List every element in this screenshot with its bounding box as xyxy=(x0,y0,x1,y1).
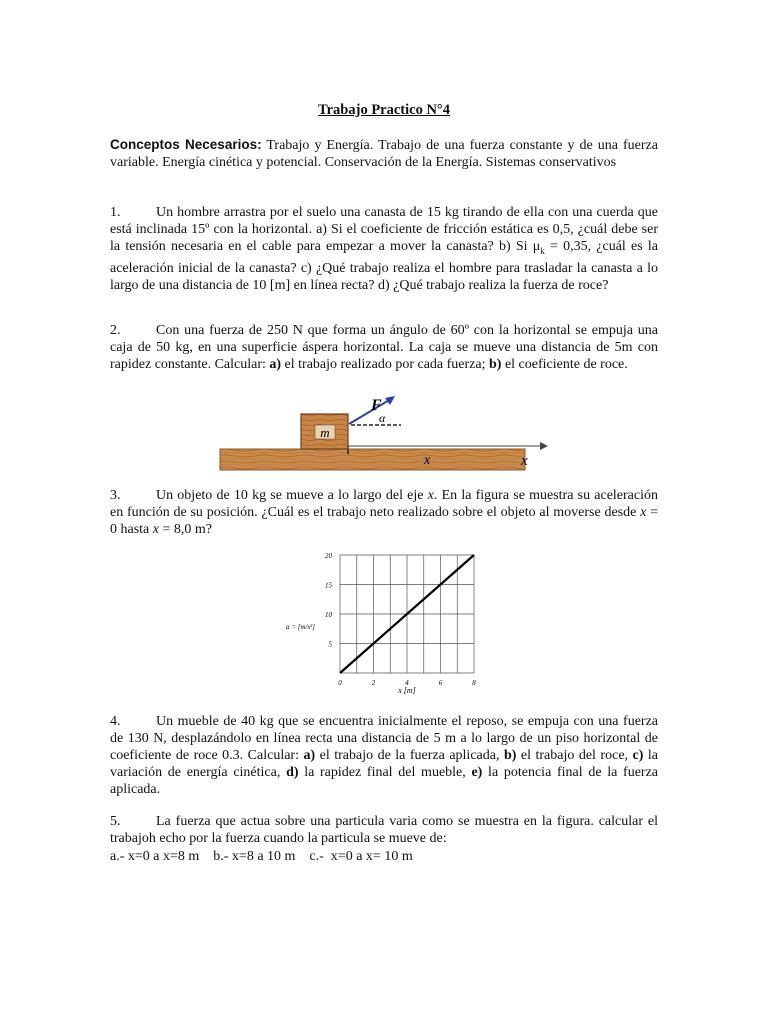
concepts-label: Conceptos Necesarios: xyxy=(110,137,262,152)
mass-label: m xyxy=(320,425,330,440)
problem-4-a: a) xyxy=(303,748,316,763)
x-tick-label: 6 xyxy=(438,679,443,687)
problem-4-d: d) xyxy=(286,765,299,780)
problem-1 xyxy=(110,204,658,294)
problem-3-x1: x xyxy=(427,488,434,503)
x-tick-label: 8 xyxy=(472,679,476,687)
problem-4-t-c: la variación de energía cinética, xyxy=(110,748,659,780)
floor-surface xyxy=(220,449,525,470)
problem-4-c: c) xyxy=(632,748,644,763)
x-axis-label: x xyxy=(521,453,528,469)
problem-4-number: 4. xyxy=(110,714,121,729)
x-tick-label: 0 xyxy=(338,679,342,687)
problem-4-text-a: Un mueble de 40 kg que se encuentra inicialmente el reposo, se empuja con una fuerza de 130 N, desplazándolo en línea recta una distancia de 5 m a lo largo de un piso horizontal de coeficiente de roce 0.3. Calcular: xyxy=(110,714,658,763)
problem-4-t-e: la potencia final de la fuerza aplicada. xyxy=(110,765,659,797)
x-axis-title: x [m] xyxy=(398,686,416,695)
problem-4-b: b) xyxy=(503,748,517,763)
y-tick-label: 5 xyxy=(328,640,332,649)
problem-2-text-b: el trabajo realizado por cada fuerza; xyxy=(281,357,489,372)
concepts-paragraph xyxy=(110,136,658,171)
x-axis-arrowhead xyxy=(540,442,548,450)
problem-3-text-a: Un objeto de 10 kg se mueve a lo largo del eje xyxy=(156,488,428,503)
problem-3-text-d: = 8,0 m? xyxy=(158,522,212,537)
acceleration-chart xyxy=(280,546,490,700)
problem-3-text-b: . En la figura se muestra su aceleración en función de su posición. ¿Cuál es el trabajo neto realizado sobre el objeto al moverse desde xyxy=(110,488,658,520)
force-arrowhead xyxy=(385,396,395,405)
y-tick-label: 10 xyxy=(325,611,332,619)
problem-2-b-label: b) xyxy=(488,357,502,372)
y-tick-label: 15 xyxy=(325,581,332,590)
x-tick-label: 4 xyxy=(405,679,409,687)
angle-label: α xyxy=(379,411,386,425)
x-mark-label: x xyxy=(424,453,431,468)
problem-5-options: a.- x=0 a x=8 m b.- x=8 a 10 m c.- x=0 a x= 10 m xyxy=(110,849,413,864)
problem-3-number: 3. xyxy=(110,488,121,503)
problem-2-number: 2. xyxy=(110,323,121,338)
problem-1-text-b: = 0,35, ¿cuál es la aceleración inicial de la canasta? c) ¿Qué trabajo realiza el hombre para trasladar la canasta a lo largo de una distancia de 10 [m] en línea recta? d) ¿Qué trabajo realiza la fuerza de roce? xyxy=(110,239,658,293)
problem-2-text-c: el coeficiente de roce. xyxy=(501,357,628,372)
problem-1-text-a: Un hombre arrastra por el suelo una canasta de 15 kg tirando de ella con una cuerda que está inclinada 15º con la horizontal. a) Si el coeficiente de fricción estática es 0,5, ¿cuál debe ser la tensión necesaria en el cable para empezar a mover la canasta? b) Si xyxy=(110,205,658,254)
y-tick-label: 20 xyxy=(325,552,332,560)
page-title: Trabajo Practico N°4 xyxy=(318,102,450,118)
problem-2-a-label: a) xyxy=(269,357,282,372)
problem-1-number: 1. xyxy=(110,205,121,220)
problem-3 xyxy=(110,487,658,538)
problem-4 xyxy=(110,713,658,798)
problem-5-number: 5. xyxy=(110,814,121,829)
problem-3-x3: x xyxy=(152,522,159,537)
x-tick-label: 2 xyxy=(371,679,376,687)
mu-symbol: μ xyxy=(532,239,541,254)
problem-4-e: e) xyxy=(471,765,483,780)
y-axis-label: a = [m/s²] xyxy=(286,623,315,631)
block-force-figure xyxy=(215,388,550,474)
problem-4-t-a: el trabajo de la fuerza aplicada, xyxy=(315,748,504,763)
problem-5 xyxy=(110,813,658,847)
problem-4-t-b: el trabajo del roce, xyxy=(516,748,633,763)
problem-3-text-c: = 0 hasta xyxy=(110,505,658,537)
problem-5-text: La fuerza que actua sobre una particula varia como se muestra en la figura. calcular el trabajoh echo por la fuerza cuando la particula se mueve de: xyxy=(110,814,658,846)
problem-3-x2: x xyxy=(640,505,647,520)
problem-2 xyxy=(110,322,658,373)
mu-subscript: k xyxy=(540,245,545,256)
problem-2-text-a: Con una fuerza de 250 N que forma un ángulo de 60º con la horizontal se empuja una caja de 50 kg, en una superficie áspera horizontal. La caja se mueve una distancia de 5m con rapidez constante. Calcular: xyxy=(110,323,658,372)
problem-4-t-d: la rapidez final del mueble, xyxy=(298,765,472,780)
force-label: F xyxy=(371,397,382,414)
concepts-text: Trabajo y Energía. Trabajo de una fuerza constante y de una fuerza variable. Energía cinética y potencial. Conservación de la Energía. Sistemas conservativos xyxy=(110,138,658,170)
